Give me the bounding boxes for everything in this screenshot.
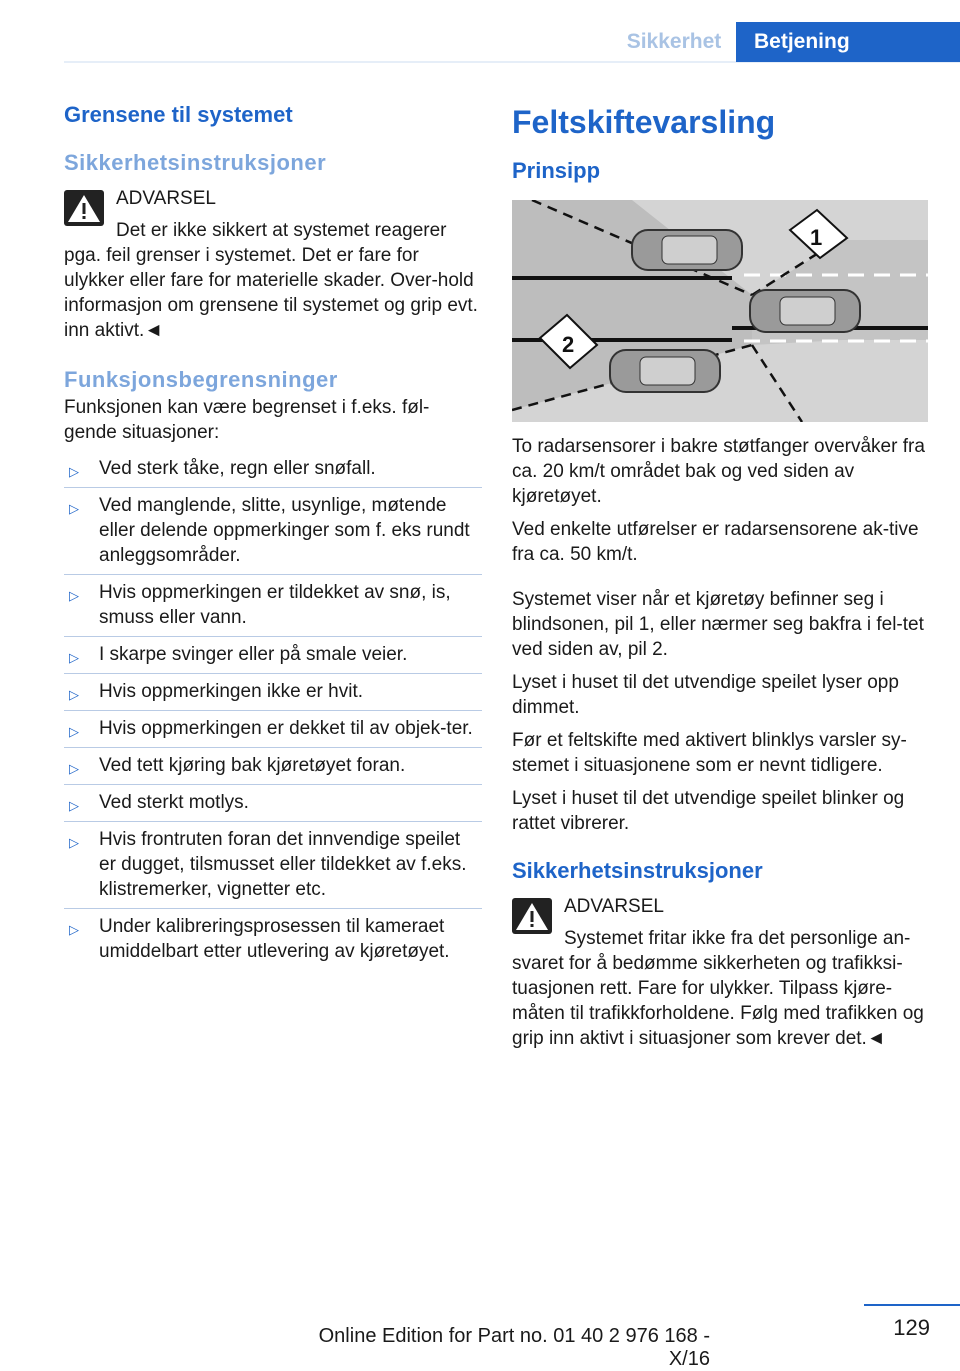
intro-text: Funksjonen kan være begrenset i f.eks. føl-gende situasjoner:	[64, 397, 430, 443]
bullet-triangle-icon: ▷	[69, 724, 79, 739]
paragraph-blindspot: Systemet viser når et kjøretøy befinner seg i blindsonen, pil 1, eller nærmer seg bakfra i fel-tet ved siden av, pil 2.	[512, 589, 924, 660]
warning-text: svaret for å bedømme sikkerheten og trafikksi-tuasjonen rett. Fare for ulykker. Tilpass kjøre-måten til trafikkforholdene. Følg med trafikken og grip inn aktivt i situasjoner som krever det.◄	[512, 953, 924, 1049]
page-title: Feltskiftevarsling	[512, 104, 776, 140]
footer-edition: Online Edition for Part no. 01 40 2 976 168 - X/16	[318, 1325, 710, 1370]
paragraph-blink: Lyset i huset til det utvendige speilet blinker og rattet vibrerer.	[512, 788, 905, 834]
paragraph-radar: To radarsensorer i bakre støtfanger overvåker fra ca. 20 km/t området bak og ved siden av kjøretøyet.	[512, 436, 925, 507]
list-item: ▷ Ved tett kjøring bak kjøretøyet foran.	[64, 748, 482, 785]
header-tab-betjening[interactable]: Betjening	[736, 22, 960, 62]
heading-system-limits: Grensene til systemet	[64, 102, 293, 127]
paragraph-mirror-light: Lyset i huset til det utvendige speilet lyser opp dimmet.	[512, 672, 899, 718]
bullet-triangle-icon: ▷	[69, 922, 79, 937]
left-column	[64, 100, 482, 970]
list-item: ▷ I skarpe svinger eller på smale veier.	[64, 637, 482, 674]
list-item: ▷ Hvis frontruten foran det innvendige speilet er dugget, tilsmusset eller tildekket av f.eks. klistremerker, vignetter etc.	[64, 822, 482, 909]
warning-line-1: Det er ikke sikkert at systemet reagerer	[116, 220, 447, 241]
bullet-triangle-icon: ▷	[69, 464, 79, 479]
warning-title: ADVARSEL	[116, 188, 216, 209]
bullet-triangle-icon: ▷	[69, 835, 79, 850]
list-item: ▷ Hvis oppmerkingen er tildekket av snø, is, smuss eller vann.	[64, 575, 482, 637]
lane-change-diagram	[512, 200, 928, 422]
page-number: 129	[893, 1315, 930, 1340]
heading-safety-instructions-right: Sikkerhetsinstruksjoner	[512, 858, 763, 883]
right-column	[512, 100, 932, 1051]
bullet-triangle-icon: ▷	[69, 588, 79, 603]
header-tab-sikkerhet[interactable]: Sikkerhet	[626, 30, 722, 53]
list-item: ▷ Ved manglende, slitte, usynlige, møtende eller delende oppmerkinger som f. eks rundt anleggsområder.	[64, 488, 482, 575]
bullet-triangle-icon: ▷	[69, 761, 79, 776]
arrow-label-2: 2	[562, 332, 575, 357]
warning-block	[64, 186, 482, 343]
warning-line-1: Systemet fritar ikke fra det personlige an-	[564, 928, 911, 949]
warning-title: ADVARSEL	[564, 896, 664, 917]
footer-accent-line	[864, 1304, 960, 1306]
paragraph-activation: Ved enkelte utførelser er radarsensorene ak-tive fra ca. 50 km/t.	[512, 519, 919, 565]
heading-function-limits: Funksjonsbegrensninger	[64, 367, 338, 392]
bullet-triangle-icon: ▷	[69, 501, 79, 516]
warning-block-right	[512, 894, 932, 1051]
warning-triangle-icon	[512, 898, 552, 934]
lane-diagram-svg	[512, 200, 928, 422]
list-item: ▷ Hvis oppmerkingen er dekket til av objek-ter.	[64, 711, 482, 748]
bullet-triangle-icon: ▷	[69, 798, 79, 813]
warning-triangle-icon	[64, 190, 104, 226]
bullet-triangle-icon: ▷	[69, 687, 79, 702]
bullet-triangle-icon: ▷	[69, 650, 79, 665]
paragraph-lane-change: Før et feltskifte med aktivert blinklys varsler sy-stemet i situasjonene som er nevnt tidligere.	[512, 730, 907, 776]
heading-principle: Prinsipp	[512, 158, 601, 183]
warning-text: pga. feil grenser i systemet. Det er fare for ulykker eller fare for materielle skader. Over-hold informasjon om grensene til systemet og grip evt. inn aktivt.◄	[64, 245, 478, 341]
arrow-label-1: 1	[810, 225, 823, 250]
list-item: ▷ Ved sterkt motlys.	[64, 785, 482, 822]
list-item: ▷ Under kalibreringsprosessen til kameraet umiddelbart etter utlevering av kjøretøyet.	[69, 916, 450, 962]
limitation-list	[64, 451, 482, 970]
heading-safety-instructions: Sikkerhetsinstruksjoner	[64, 150, 327, 175]
list-item: ▷ Hvis oppmerkingen ikke er hvit.	[64, 674, 482, 711]
list-item: ▷ Ved sterk tåke, regn eller snøfall.	[64, 451, 482, 488]
